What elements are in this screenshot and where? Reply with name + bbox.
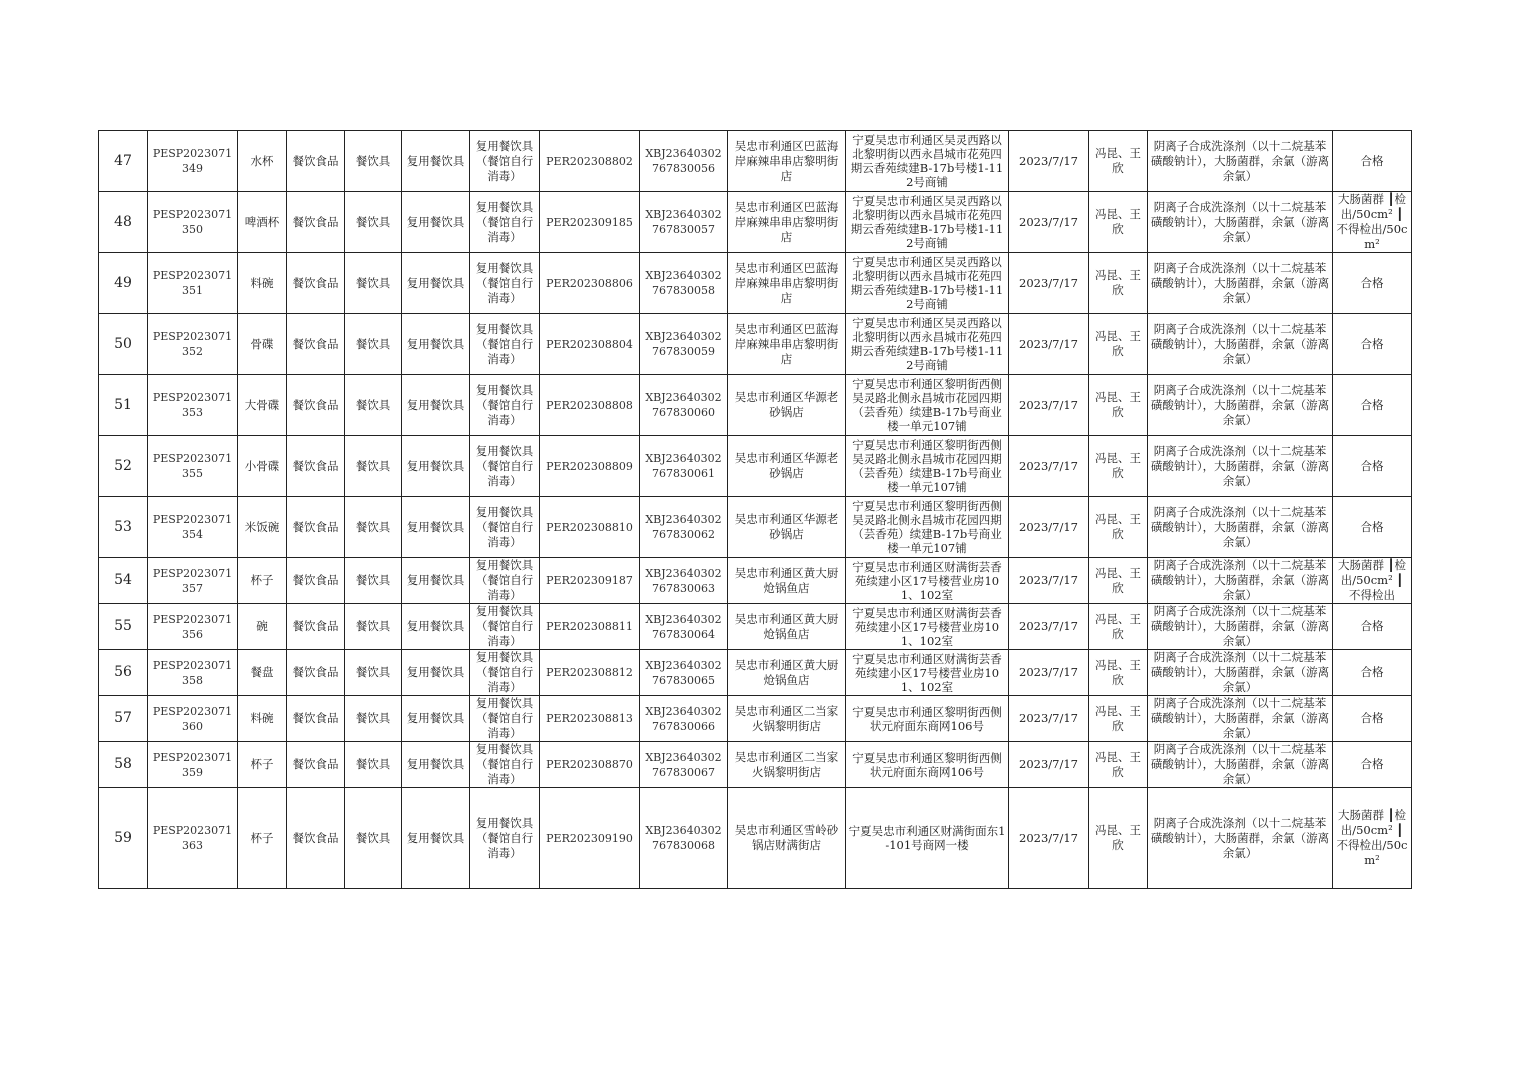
result-cell: 合格 [1333, 497, 1412, 558]
inspectors-cell: 冯昆、王欣 [1089, 788, 1148, 889]
sampled-unit-cell: 吴忠市利通区巴蓝海岸麻辣串串店黎明街店 [728, 192, 846, 253]
subcategory-2-cell: 复用餐饮具 [402, 131, 470, 192]
subcategory-cell: 餐饮具 [345, 131, 402, 192]
report-number-cell: PER202309190 [540, 788, 640, 889]
table-row [99, 436, 1412, 497]
unit-address-cell: 宁夏吴忠市利通区黎明街西侧吴灵路北侧永昌城市花园四期（芸香苑）续建B-17b号商业楼一单元107铺 [846, 436, 1009, 497]
test-items-cell: 阴离子合成洗涤剂（以十二烷基苯磺酸钠计），大肠菌群，余氯（游离余氯） [1148, 788, 1333, 889]
report-number-cell: PER202309187 [540, 558, 640, 604]
task-number-cell: XBJ23640302767830068 [640, 788, 728, 889]
sample-name-cell: 杯子 [238, 558, 287, 604]
sample-id-cell: PESP2023071360 [148, 696, 238, 742]
result-cell: 合格 [1333, 314, 1412, 375]
report-number-cell: PER202308806 [540, 253, 640, 314]
task-number-cell: XBJ23640302767830060 [640, 375, 728, 436]
task-number-cell: XBJ23640302767830066 [640, 696, 728, 742]
subcategory-3-cell: 复用餐饮具（餐馆自行消毒） [470, 192, 540, 253]
seq-cell: 48 [99, 192, 148, 253]
category-cell: 餐饮食品 [287, 497, 345, 558]
sample-name-cell: 杯子 [238, 788, 287, 889]
sample-id-cell: PESP2023071350 [148, 192, 238, 253]
unit-address-cell: 宁夏吴忠市利通区黎明街西侧状元府面东商网106号 [846, 696, 1009, 742]
report-number-cell: PER202309185 [540, 192, 640, 253]
inspection-results-table [98, 130, 1412, 889]
sample-name-cell: 骨碟 [238, 314, 287, 375]
subcategory-cell: 餐饮具 [345, 604, 402, 650]
sample-name-cell: 米饭碗 [238, 497, 287, 558]
subcategory-3-cell: 复用餐饮具（餐馆自行消毒） [470, 558, 540, 604]
unit-address-cell: 宁夏吴忠市利通区财满街面东1-101号商网一楼 [846, 788, 1009, 889]
sampled-unit-cell: 吴忠市利通区华源老砂锅店 [728, 497, 846, 558]
sample-name-cell: 餐盘 [238, 650, 287, 696]
report-number-cell: PER202308809 [540, 436, 640, 497]
result-cell: 合格 [1333, 253, 1412, 314]
category-cell: 餐饮食品 [287, 192, 345, 253]
result-cell: 合格 [1333, 131, 1412, 192]
category-cell: 餐饮食品 [287, 742, 345, 788]
report-number-cell: PER202308810 [540, 497, 640, 558]
table-row [99, 253, 1412, 314]
sample-id-cell: PESP2023071353 [148, 375, 238, 436]
table-row [99, 314, 1412, 375]
seq-cell: 49 [99, 253, 148, 314]
task-number-cell: XBJ23640302767830056 [640, 131, 728, 192]
inspectors-cell: 冯昆、王欣 [1089, 436, 1148, 497]
test-items-cell: 阴离子合成洗涤剂（以十二烷基苯磺酸钠计），大肠菌群，余氯（游离余氯） [1148, 314, 1333, 375]
result-cell: 合格 [1333, 375, 1412, 436]
sampling-date-cell: 2023/7/17 [1009, 742, 1089, 788]
seq-cell: 55 [99, 604, 148, 650]
subcategory-2-cell: 复用餐饮具 [402, 192, 470, 253]
sample-id-cell: PESP2023071357 [148, 558, 238, 604]
test-items-cell: 阴离子合成洗涤剂（以十二烷基苯磺酸钠计），大肠菌群，余氯（游离余氯） [1148, 192, 1333, 253]
sampling-date-cell: 2023/7/17 [1009, 788, 1089, 889]
report-number-cell: PER202308804 [540, 314, 640, 375]
table-row [99, 375, 1412, 436]
category-cell: 餐饮食品 [287, 131, 345, 192]
unit-address-cell: 宁夏吴忠市利通区吴灵西路以北黎明街以西永昌城市花苑四期云香苑续建B-17b号楼1-112号商铺 [846, 314, 1009, 375]
subcategory-cell: 餐饮具 [345, 742, 402, 788]
subcategory-3-cell: 复用餐饮具（餐馆自行消毒） [470, 788, 540, 889]
inspectors-cell: 冯昆、王欣 [1089, 558, 1148, 604]
unit-address-cell: 宁夏吴忠市利通区吴灵西路以北黎明街以西永昌城市花苑四期云香苑续建B-17b号楼1-112号商铺 [846, 253, 1009, 314]
sample-id-cell: PESP2023071363 [148, 788, 238, 889]
seq-cell: 52 [99, 436, 148, 497]
unit-address-cell: 宁夏吴忠市利通区黎明街西侧状元府面东商网106号 [846, 742, 1009, 788]
test-items-cell: 阴离子合成洗涤剂（以十二烷基苯磺酸钠计），大肠菌群，余氯（游离余氯） [1148, 436, 1333, 497]
unit-address-cell: 宁夏吴忠市利通区财满街芸香苑续建小区17号楼营业房101、102室 [846, 604, 1009, 650]
task-number-cell: XBJ23640302767830058 [640, 253, 728, 314]
table-row [99, 650, 1412, 696]
seq-cell: 54 [99, 558, 148, 604]
category-cell: 餐饮食品 [287, 253, 345, 314]
sampling-date-cell: 2023/7/17 [1009, 375, 1089, 436]
task-number-cell: XBJ23640302767830065 [640, 650, 728, 696]
result-cell: 大肠菌群 ┃检出/50cm² ┃不得检出/50cm² [1333, 788, 1412, 889]
task-number-cell: XBJ23640302767830059 [640, 314, 728, 375]
subcategory-2-cell: 复用餐饮具 [402, 696, 470, 742]
task-number-cell: XBJ23640302767830064 [640, 604, 728, 650]
category-cell: 餐饮食品 [287, 314, 345, 375]
report-number-cell: PER202308802 [540, 131, 640, 192]
sampled-unit-cell: 吴忠市利通区二当家火锅黎明街店 [728, 696, 846, 742]
report-number-cell: PER202308813 [540, 696, 640, 742]
report-number-cell: PER202308870 [540, 742, 640, 788]
task-number-cell: XBJ23640302767830067 [640, 742, 728, 788]
seq-cell: 57 [99, 696, 148, 742]
task-number-cell: XBJ23640302767830061 [640, 436, 728, 497]
category-cell: 餐饮食品 [287, 436, 345, 497]
subcategory-2-cell: 复用餐饮具 [402, 314, 470, 375]
task-number-cell: XBJ23640302767830063 [640, 558, 728, 604]
sample-id-cell: PESP2023071349 [148, 131, 238, 192]
table-row [99, 131, 1412, 192]
subcategory-cell: 餐饮具 [345, 497, 402, 558]
test-items-cell: 阴离子合成洗涤剂（以十二烷基苯磺酸钠计），大肠菌群，余氯（游离余氯） [1148, 131, 1333, 192]
unit-address-cell: 宁夏吴忠市利通区黎明街西侧吴灵路北侧永昌城市花园四期（芸香苑）续建B-17b号商业楼一单元107铺 [846, 497, 1009, 558]
unit-address-cell: 宁夏吴忠市利通区财满街芸香苑续建小区17号楼营业房101、102室 [846, 650, 1009, 696]
subcategory-3-cell: 复用餐饮具（餐馆自行消毒） [470, 436, 540, 497]
sample-id-cell: PESP2023071358 [148, 650, 238, 696]
sampling-date-cell: 2023/7/17 [1009, 192, 1089, 253]
result-cell: 合格 [1333, 436, 1412, 497]
sample-id-cell: PESP2023071356 [148, 604, 238, 650]
category-cell: 餐饮食品 [287, 604, 345, 650]
test-items-cell: 阴离子合成洗涤剂（以十二烷基苯磺酸钠计），大肠菌群，余氯（游离余氯） [1148, 497, 1333, 558]
category-cell: 餐饮食品 [287, 375, 345, 436]
seq-cell: 56 [99, 650, 148, 696]
sampled-unit-cell: 吴忠市利通区巴蓝海岸麻辣串串店黎明街店 [728, 314, 846, 375]
test-items-cell: 阴离子合成洗涤剂（以十二烷基苯磺酸钠计），大肠菌群，余氯（游离余氯） [1148, 558, 1333, 604]
sampled-unit-cell: 吴忠市利通区华源老砂锅店 [728, 375, 846, 436]
unit-address-cell: 宁夏吴忠市利通区财满街芸香苑续建小区17号楼营业房101、102室 [846, 558, 1009, 604]
sample-id-cell: PESP2023071355 [148, 436, 238, 497]
table-row [99, 788, 1412, 889]
sample-id-cell: PESP2023071354 [148, 497, 238, 558]
inspectors-cell: 冯昆、王欣 [1089, 604, 1148, 650]
inspectors-cell: 冯昆、王欣 [1089, 375, 1148, 436]
subcategory-cell: 餐饮具 [345, 192, 402, 253]
subcategory-cell: 餐饮具 [345, 558, 402, 604]
sampled-unit-cell: 吴忠市利通区黄大厨炝锅鱼店 [728, 650, 846, 696]
subcategory-2-cell: 复用餐饮具 [402, 436, 470, 497]
sampled-unit-cell: 吴忠市利通区雪岭砂锅店财满街店 [728, 788, 846, 889]
test-items-cell: 阴离子合成洗涤剂（以十二烷基苯磺酸钠计），大肠菌群，余氯（游离余氯） [1148, 742, 1333, 788]
sampling-date-cell: 2023/7/17 [1009, 253, 1089, 314]
inspectors-cell: 冯昆、王欣 [1089, 696, 1148, 742]
subcategory-3-cell: 复用餐饮具（餐馆自行消毒） [470, 497, 540, 558]
sampled-unit-cell: 吴忠市利通区巴蓝海岸麻辣串串店黎明街店 [728, 131, 846, 192]
subcategory-2-cell: 复用餐饮具 [402, 253, 470, 314]
subcategory-cell: 餐饮具 [345, 650, 402, 696]
sample-name-cell: 啤酒杯 [238, 192, 287, 253]
sampled-unit-cell: 吴忠市利通区二当家火锅黎明街店 [728, 742, 846, 788]
subcategory-3-cell: 复用餐饮具（餐馆自行消毒） [470, 314, 540, 375]
sampling-date-cell: 2023/7/17 [1009, 696, 1089, 742]
subcategory-3-cell: 复用餐饮具（餐馆自行消毒） [470, 604, 540, 650]
table-row [99, 497, 1412, 558]
category-cell: 餐饮食品 [287, 650, 345, 696]
report-number-cell: PER202308812 [540, 650, 640, 696]
task-number-cell: XBJ23640302767830062 [640, 497, 728, 558]
subcategory-3-cell: 复用餐饮具（餐馆自行消毒） [470, 253, 540, 314]
report-number-cell: PER202308808 [540, 375, 640, 436]
sampling-date-cell: 2023/7/17 [1009, 314, 1089, 375]
test-items-cell: 阴离子合成洗涤剂（以十二烷基苯磺酸钠计），大肠菌群，余氯（游离余氯） [1148, 375, 1333, 436]
category-cell: 餐饮食品 [287, 788, 345, 889]
table-row [99, 192, 1412, 253]
seq-cell: 47 [99, 131, 148, 192]
test-items-cell: 阴离子合成洗涤剂（以十二烷基苯磺酸钠计），大肠菌群，余氯（游离余氯） [1148, 696, 1333, 742]
result-cell: 合格 [1333, 742, 1412, 788]
subcategory-2-cell: 复用餐饮具 [402, 788, 470, 889]
sample-id-cell: PESP2023071359 [148, 742, 238, 788]
subcategory-3-cell: 复用餐饮具（餐馆自行消毒） [470, 131, 540, 192]
seq-cell: 50 [99, 314, 148, 375]
test-items-cell: 阴离子合成洗涤剂（以十二烷基苯磺酸钠计），大肠菌群，余氯（游离余氯） [1148, 650, 1333, 696]
subcategory-cell: 餐饮具 [345, 375, 402, 436]
sampled-unit-cell: 吴忠市利通区华源老砂锅店 [728, 436, 846, 497]
sample-name-cell: 料碗 [238, 696, 287, 742]
inspectors-cell: 冯昆、王欣 [1089, 131, 1148, 192]
sampling-date-cell: 2023/7/17 [1009, 497, 1089, 558]
subcategory-cell: 餐饮具 [345, 314, 402, 375]
sample-name-cell: 水杯 [238, 131, 287, 192]
subcategory-2-cell: 复用餐饮具 [402, 558, 470, 604]
category-cell: 餐饮食品 [287, 696, 345, 742]
subcategory-cell: 餐饮具 [345, 253, 402, 314]
table-row [99, 558, 1412, 604]
result-cell: 大肠菌群 ┃检出/50cm² ┃不得检出 [1333, 558, 1412, 604]
subcategory-cell: 餐饮具 [345, 436, 402, 497]
test-items-cell: 阴离子合成洗涤剂（以十二烷基苯磺酸钠计），大肠菌群，余氯（游离余氯） [1148, 253, 1333, 314]
sample-id-cell: PESP2023071352 [148, 314, 238, 375]
test-items-cell: 阴离子合成洗涤剂（以十二烷基苯磺酸钠计），大肠菌群，余氯（游离余氯） [1148, 604, 1333, 650]
sampled-unit-cell: 吴忠市利通区黄大厨炝锅鱼店 [728, 604, 846, 650]
inspectors-cell: 冯昆、王欣 [1089, 497, 1148, 558]
category-cell: 餐饮食品 [287, 558, 345, 604]
subcategory-cell: 餐饮具 [345, 696, 402, 742]
sampled-unit-cell: 吴忠市利通区黄大厨炝锅鱼店 [728, 558, 846, 604]
sample-name-cell: 大骨碟 [238, 375, 287, 436]
sample-name-cell: 料碗 [238, 253, 287, 314]
inspectors-cell: 冯昆、王欣 [1089, 253, 1148, 314]
sampling-date-cell: 2023/7/17 [1009, 604, 1089, 650]
subcategory-3-cell: 复用餐饮具（餐馆自行消毒） [470, 375, 540, 436]
sampled-unit-cell: 吴忠市利通区巴蓝海岸麻辣串串店黎明街店 [728, 253, 846, 314]
subcategory-3-cell: 复用餐饮具（餐馆自行消毒） [470, 742, 540, 788]
inspectors-cell: 冯昆、王欣 [1089, 650, 1148, 696]
inspectors-cell: 冯昆、王欣 [1089, 314, 1148, 375]
sample-name-cell: 杯子 [238, 742, 287, 788]
seq-cell: 53 [99, 497, 148, 558]
table-row [99, 604, 1412, 650]
sampling-date-cell: 2023/7/17 [1009, 558, 1089, 604]
report-number-cell: PER202308811 [540, 604, 640, 650]
unit-address-cell: 宁夏吴忠市利通区吴灵西路以北黎明街以西永昌城市花苑四期云香苑续建B-17b号楼1-112号商铺 [846, 192, 1009, 253]
seq-cell: 59 [99, 788, 148, 889]
sampling-date-cell: 2023/7/17 [1009, 436, 1089, 497]
seq-cell: 51 [99, 375, 148, 436]
table-row [99, 696, 1412, 742]
subcategory-2-cell: 复用餐饮具 [402, 650, 470, 696]
inspectors-cell: 冯昆、王欣 [1089, 742, 1148, 788]
result-cell: 合格 [1333, 650, 1412, 696]
seq-cell: 58 [99, 742, 148, 788]
subcategory-3-cell: 复用餐饮具（餐馆自行消毒） [470, 696, 540, 742]
sample-name-cell: 碗 [238, 604, 287, 650]
result-cell: 合格 [1333, 696, 1412, 742]
sampling-date-cell: 2023/7/17 [1009, 650, 1089, 696]
subcategory-2-cell: 复用餐饮具 [402, 375, 470, 436]
subcategory-2-cell: 复用餐饮具 [402, 604, 470, 650]
subcategory-cell: 餐饮具 [345, 788, 402, 889]
sample-id-cell: PESP2023071351 [148, 253, 238, 314]
result-cell: 大肠菌群 ┃检出/50cm² ┃不得检出/50cm² [1333, 192, 1412, 253]
subcategory-2-cell: 复用餐饮具 [402, 497, 470, 558]
subcategory-3-cell: 复用餐饮具（餐馆自行消毒） [470, 650, 540, 696]
unit-address-cell: 宁夏吴忠市利通区黎明街西侧吴灵路北侧永昌城市花园四期（芸香苑）续建B-17b号商业楼一单元107铺 [846, 375, 1009, 436]
result-cell: 合格 [1333, 604, 1412, 650]
unit-address-cell: 宁夏吴忠市利通区吴灵西路以北黎明街以西永昌城市花苑四期云香苑续建B-17b号楼1-112号商铺 [846, 131, 1009, 192]
sampling-date-cell: 2023/7/17 [1009, 131, 1089, 192]
subcategory-2-cell: 复用餐饮具 [402, 742, 470, 788]
sample-name-cell: 小骨碟 [238, 436, 287, 497]
inspectors-cell: 冯昆、王欣 [1089, 192, 1148, 253]
task-number-cell: XBJ23640302767830057 [640, 192, 728, 253]
table-row [99, 742, 1412, 788]
